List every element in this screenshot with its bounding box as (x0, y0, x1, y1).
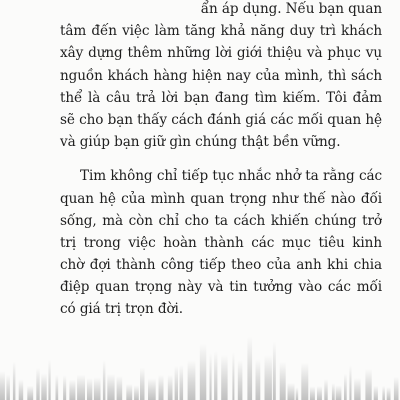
paragraph-2-line-6: điệp quan trọng này và tin tưởng vào các mối (60, 279, 382, 296)
skyline-building (232, 352, 234, 400)
city-skyline-illustration (0, 330, 400, 400)
paragraph-2-line-3: sống, mà còn chỉ cho ta cách khiến chúng trở (60, 212, 382, 229)
skyline-building (221, 355, 227, 400)
skyline-building (310, 386, 315, 400)
skyline-building (273, 342, 276, 400)
skyline-building (69, 380, 75, 400)
skyline-building (344, 374, 347, 400)
skyline-building (56, 375, 59, 400)
skyline-building (6, 375, 9, 400)
skyline-building (94, 377, 101, 400)
skyline-building (374, 386, 378, 400)
skyline-building (365, 369, 371, 400)
skyline-building (210, 353, 212, 400)
paragraph-1-line-3: xây dựng thêm những lời giới thiệu và phục vụ (60, 45, 382, 62)
skyline-building (175, 366, 178, 400)
paragraph-1-line-5: thể là câu trả lời bạn đang tìm kiếm. Tôi đảm (60, 89, 382, 106)
paragraph-2-line-4: trị trong việc hoàn thành các mục tiêu kinh (60, 234, 382, 251)
paragraph-1-line-2: tâm đến việc làm tăng khả năng duy trì khách (60, 23, 382, 40)
skyline-building (41, 373, 46, 400)
skyline-building (349, 365, 351, 400)
skyline-building (140, 368, 145, 400)
skyline-building (265, 355, 272, 400)
skyline-building (87, 378, 92, 400)
paragraph-2-line-2: quan hệ của mình quan trọng như thế nào đối (60, 190, 382, 207)
skyline-building (180, 365, 184, 400)
skyline-building (382, 386, 385, 400)
body-text (60, 0, 382, 321)
paragraph-1-line-7: và giúp bạn giữ gìn chúng thật bền vững. (60, 134, 341, 151)
skyline-building (238, 360, 243, 400)
skyline-building (27, 386, 33, 400)
paragraph-1-line-6: sẽ cho bạn thấy cách đánh giá các mối quan hệ (60, 111, 382, 128)
skyline-building (13, 362, 16, 400)
skyline-building (288, 383, 295, 400)
skyline-building (117, 376, 123, 400)
skyline-building (134, 385, 139, 400)
top-line-fragment: ẩn áp dụng. Nếu bạn quan (200, 1, 382, 17)
skyline-building (19, 380, 24, 400)
skyline-building (256, 359, 261, 400)
skyline-building (159, 375, 164, 400)
paragraph-2-line-5: chờ đợi thành công tiếp theo của anh khi chia (60, 257, 382, 274)
skyline-building (63, 375, 66, 400)
skyline-building (36, 368, 39, 400)
skyline-building (77, 375, 85, 400)
skyline-building (214, 351, 217, 400)
skyline-building (387, 387, 391, 400)
paragraph-2-line-1: Tim không chỉ tiếp tục nhắc nhở ta rằng các (80, 168, 382, 185)
skyline-building (301, 363, 308, 400)
skyline-building (103, 360, 106, 400)
skyline-building (107, 374, 114, 400)
skyline-building (336, 385, 342, 400)
skyline-building (0, 371, 5, 400)
skyline-building (148, 378, 156, 400)
skyline-building (48, 360, 50, 400)
skyline-building (200, 344, 207, 400)
skyline-building (188, 360, 196, 400)
skyline-building (317, 386, 322, 400)
paragraph-1-line-4: nguồn khách hàng hiện nay của mình, thì sách (60, 67, 382, 84)
skyline-building (296, 387, 299, 400)
skyline-building (168, 375, 173, 400)
skyline-building (126, 384, 132, 400)
paragraph-gap (60, 153, 382, 165)
skyline-building (280, 362, 286, 400)
skyline-building (332, 383, 335, 400)
skyline-building (354, 378, 360, 400)
skyline-building (324, 379, 327, 400)
paragraph-2-line-7: có giá trị trọn đời. (60, 301, 183, 318)
skyline-building (394, 377, 399, 400)
skyline-building (247, 337, 252, 400)
